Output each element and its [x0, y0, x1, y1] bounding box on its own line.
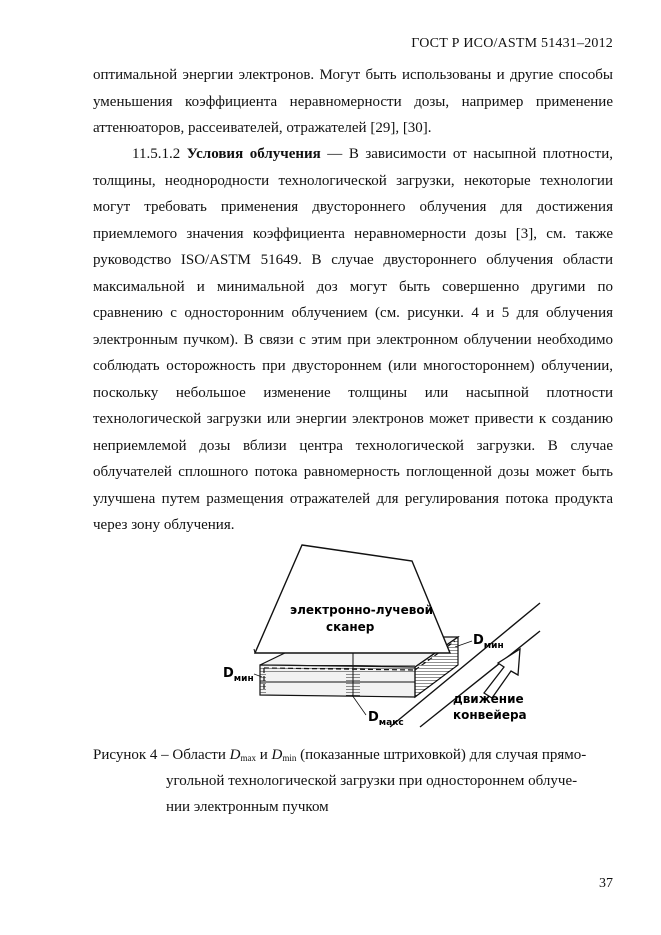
dmin-left-sub: мин: [233, 674, 254, 684]
motion-label-line1: движение: [453, 692, 524, 706]
paragraph-11-5-1-2: [93, 141, 613, 539]
scanner-label-line1: электронно-лучевой: [290, 603, 434, 617]
document-header: ГОСТ Р ИСО/ASTM 51431–2012: [411, 36, 613, 51]
caption-dmax-letter: D: [229, 747, 241, 763]
title-dash: —: [320, 146, 349, 162]
dmax-letter: D: [368, 710, 379, 725]
section-number: 11.5.1.2: [132, 146, 181, 162]
figure-4-diagram: [223, 545, 540, 735]
dmin-label-right: [473, 633, 504, 651]
dmin-right-letter: D: [473, 633, 484, 648]
section-body: В зависимости от насыпной плотности, толщины, неоднородности технологической загрузки, некоторые технологии могут требовать применения двустороннего облучения для достижения приемлемого значения коэффициента неравномерности дозы [3], см. также руководство ISO/ASTM 51649. В случае двустороннего облучения области максимальной и минимальной доз могут быть совершенно другими по сравнению с односторонним облучением (см. рисунки. 4 и 5 для облучения электронным пучком). В связи с этим при электронном облучении необходимо соблюдать осторожность при двустороннем (или многостороннем) облучении, поскольку небольшое изменение толщины или насыпной плотности технологической загрузки или энергии электронов может привести к созданию неприемлемой дозы вблизи центра технологической загрузки. В случае облучателей сплошного потока равномерность поглощенной дозы может быть улучшена путем размещения отражателей для регулирования потока продукта через зону облучения.: [93, 146, 614, 533]
figure-caption-line3: нии электронным пучком: [166, 799, 329, 815]
section-title: Условия облучения: [186, 146, 321, 162]
dmin-left-letter: D: [223, 666, 234, 681]
dmax-sub: макс: [378, 718, 404, 728]
paragraph-continuation: оптимальной энергии электронов. Могут быть использованы и другие способы уменьшения коэффициента неравномерности дозы, например применение аттенюаторов, рассеивателей, отражателей [29], [30].: [93, 67, 613, 136]
page-number: 37: [599, 876, 613, 891]
dmax-label: [368, 710, 404, 728]
figure-caption-line1: [93, 742, 586, 771]
caption-max-sub: max: [240, 753, 256, 763]
caption-and: и: [255, 747, 272, 763]
dmax-leader: [352, 695, 366, 715]
figure-caption-line2: угольной технологической загрузки при одностороннем облуче-: [166, 773, 578, 789]
scanner-label-line2: сканер: [326, 620, 375, 634]
caption-line1-rest: (показанные штриховкой) для случая прямо-: [296, 747, 587, 763]
dmin-right-sub: мин: [483, 641, 504, 651]
caption-dmin-letter: D: [271, 747, 283, 763]
dmin-label-left: [223, 666, 254, 684]
electron-beam-scanner: [254, 545, 450, 653]
conveyor-direction-arrow-icon: [484, 649, 520, 698]
motion-label-line2: конвейера: [453, 708, 527, 722]
caption-min-sub: min: [282, 753, 297, 763]
caption-prefix: Рисунок 4 – Области: [93, 747, 230, 763]
